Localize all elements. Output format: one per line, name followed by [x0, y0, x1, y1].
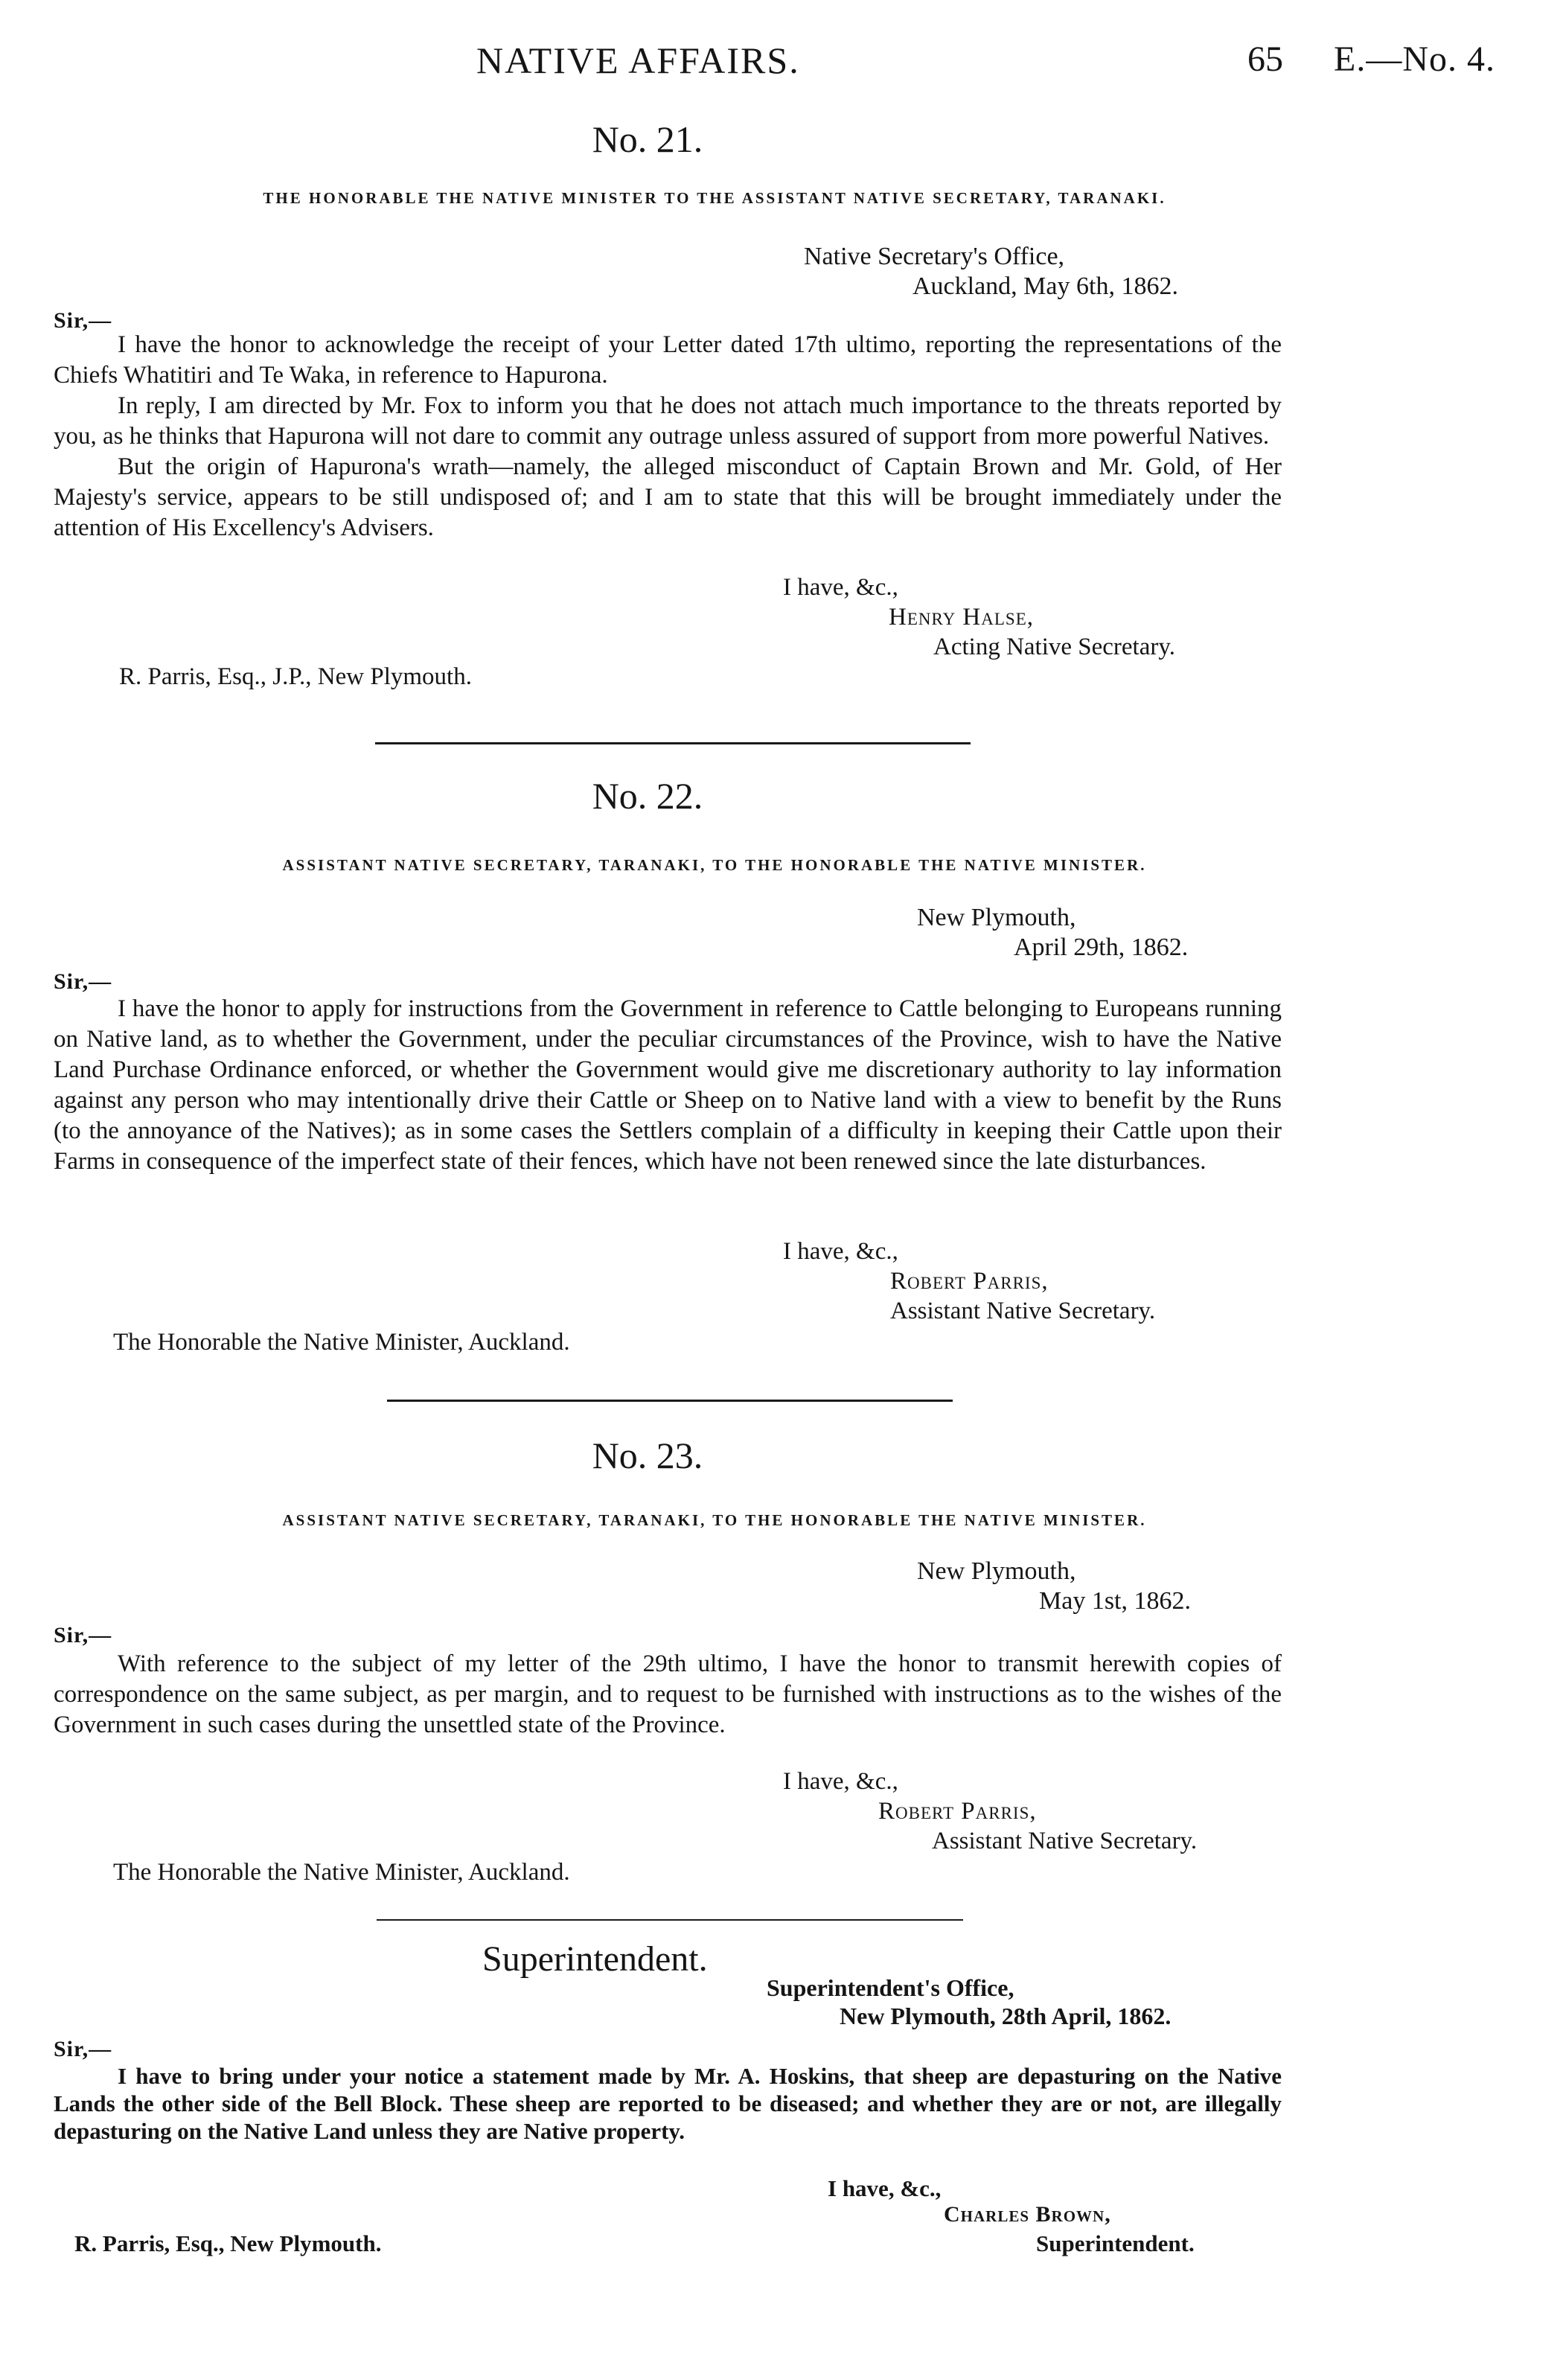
signatory-title: Assistant Native Secretary. [890, 1298, 1156, 1324]
enclosure-body [54, 2062, 1282, 2145]
enclosure-date: New Plymouth, 28th April, 1862. [840, 2003, 1172, 2029]
letter-place: New Plymouth, [917, 1557, 1076, 1585]
letter-address-line: THE HONORABLE THE NATIVE MINISTER TO THE ASSISTANT NATIVE SECRETARY, TARANAKI. [263, 189, 1166, 207]
paragraph: In reply, I am directed by Mr. Fox to inform you that he does not attach much importance to the threats reported by you, as he thinks that Hapurona will not dare to commit any outrage unless assured of support from more powerful Natives. [54, 392, 1282, 450]
salutation: Sir,— [54, 2037, 112, 2061]
closing: I have, &c., [783, 574, 898, 601]
letter-body [54, 994, 1282, 1177]
paragraph: I have the honor to apply for instructions from the Government in reference to Cattle belonging to Europeans running on Native land, as to whether the Government, under the peculiar circumstances of the Province, wish to have the Native Land Purchase Ordinance enforced, or whether the Government would give me discretionary authority to lay information against any person who may intentionally drive their Cattle or Sheep on to Native land with a view to benefit by the Runs (to the annoyance of the Natives); as in some cases the Settlers complain of a difficulty in keeping their Cattle upon their Farms in consequence of the imperfect state of their fences, which have not been renewed since the late disturbances. [54, 995, 1282, 1175]
addressee: The Honorable the Native Minister, Auckland. [113, 1329, 570, 1356]
closing: I have, &c., [783, 1238, 898, 1265]
salutation: Sir,— [54, 969, 112, 994]
salutation: Sir,— [54, 1623, 112, 1647]
section-divider [387, 1400, 953, 1402]
closing: I have, &c., [828, 2175, 942, 2201]
signatory-title: Superintendent. [1036, 2230, 1195, 2256]
letter-address-line: ASSISTANT NATIVE SECRETARY, TARANAKI, TO THE HONORABLE THE NATIVE MINISTER. [282, 856, 1147, 874]
paragraph: But the origin of Hapurona's wrath—namely, the alleged misconduct of Captain Brown and Mr. Gold, of Her Majesty's service, appears to be still undisposed of; and I am to state that this will be brought immediately under the attention of His Excellency's Advisers. [54, 453, 1282, 541]
letter-number: No. 22. [592, 775, 703, 817]
page-number: 65 [1247, 39, 1283, 79]
letter-date: Auckland, May 6th, 1862. [912, 272, 1178, 300]
section-divider [375, 742, 971, 744]
addressee: The Honorable the Native Minister, Auckland. [113, 1859, 570, 1886]
closing: I have, &c., [783, 1768, 898, 1795]
running-title: NATIVE AFFAIRS. [476, 39, 800, 81]
paper-reference: E.—No. 4. [1334, 39, 1495, 79]
signatory: Henry Halse, [889, 604, 1035, 631]
letter-number: No. 21. [592, 118, 703, 160]
paragraph: I have to bring under your notice a statement made by Mr. A. Hoskins, that sheep are depasturing on the Native Lands the other side of the Bell Block. These sheep are reported to be diseased; and whether they are or not, are illegally depasturing on the Native Land unless they are Native property. [54, 2063, 1282, 2144]
addressee: R. Parris, Esq., J.P., New Plymouth. [119, 663, 472, 690]
letter-number: No. 23. [592, 1435, 703, 1476]
signatory-title: Acting Native Secretary. [933, 634, 1175, 660]
paragraph: With reference to the subject of my letter of the 29th ultimo, I have the honor to transmit herewith copies of correspondence on the same subject, as per margin, and to request to be furnished with instructions as to the wishes of the Government in such cases during the unsettled state of the Province. [54, 1650, 1282, 1738]
enclosure-place: Superintendent's Office, [767, 1974, 1014, 2001]
letter-date: April 29th, 1862. [1014, 934, 1189, 961]
section-divider [377, 1919, 963, 1921]
signatory: Robert Parris, [878, 1798, 1037, 1825]
letter-date: May 1st, 1862. [1039, 1587, 1191, 1615]
letter-place: New Plymouth, [917, 904, 1076, 931]
addressee: R. Parris, Esq., New Plymouth. [74, 2230, 382, 2256]
signatory: Robert Parris, [890, 1268, 1049, 1295]
signatory-title: Assistant Native Secretary. [932, 1828, 1198, 1854]
letter-place: Native Secretary's Office, [804, 243, 1065, 270]
enclosure-title: Superintendent. [482, 1939, 708, 1979]
paragraph: I have the honor to acknowledge the receipt of your Letter dated 17th ultimo, reporting the representations of the Chiefs Whatitiri and Te Waka, in reference to Hapurona. [54, 331, 1282, 389]
letter-body [54, 330, 1282, 543]
letter-address-line: ASSISTANT NATIVE SECRETARY, TARANAKI, TO THE HONORABLE THE NATIVE MINISTER. [282, 1511, 1147, 1529]
signatory: Charles Brown, [944, 2202, 1111, 2227]
letter-body [54, 1649, 1282, 1741]
salutation: Sir,— [54, 308, 112, 333]
